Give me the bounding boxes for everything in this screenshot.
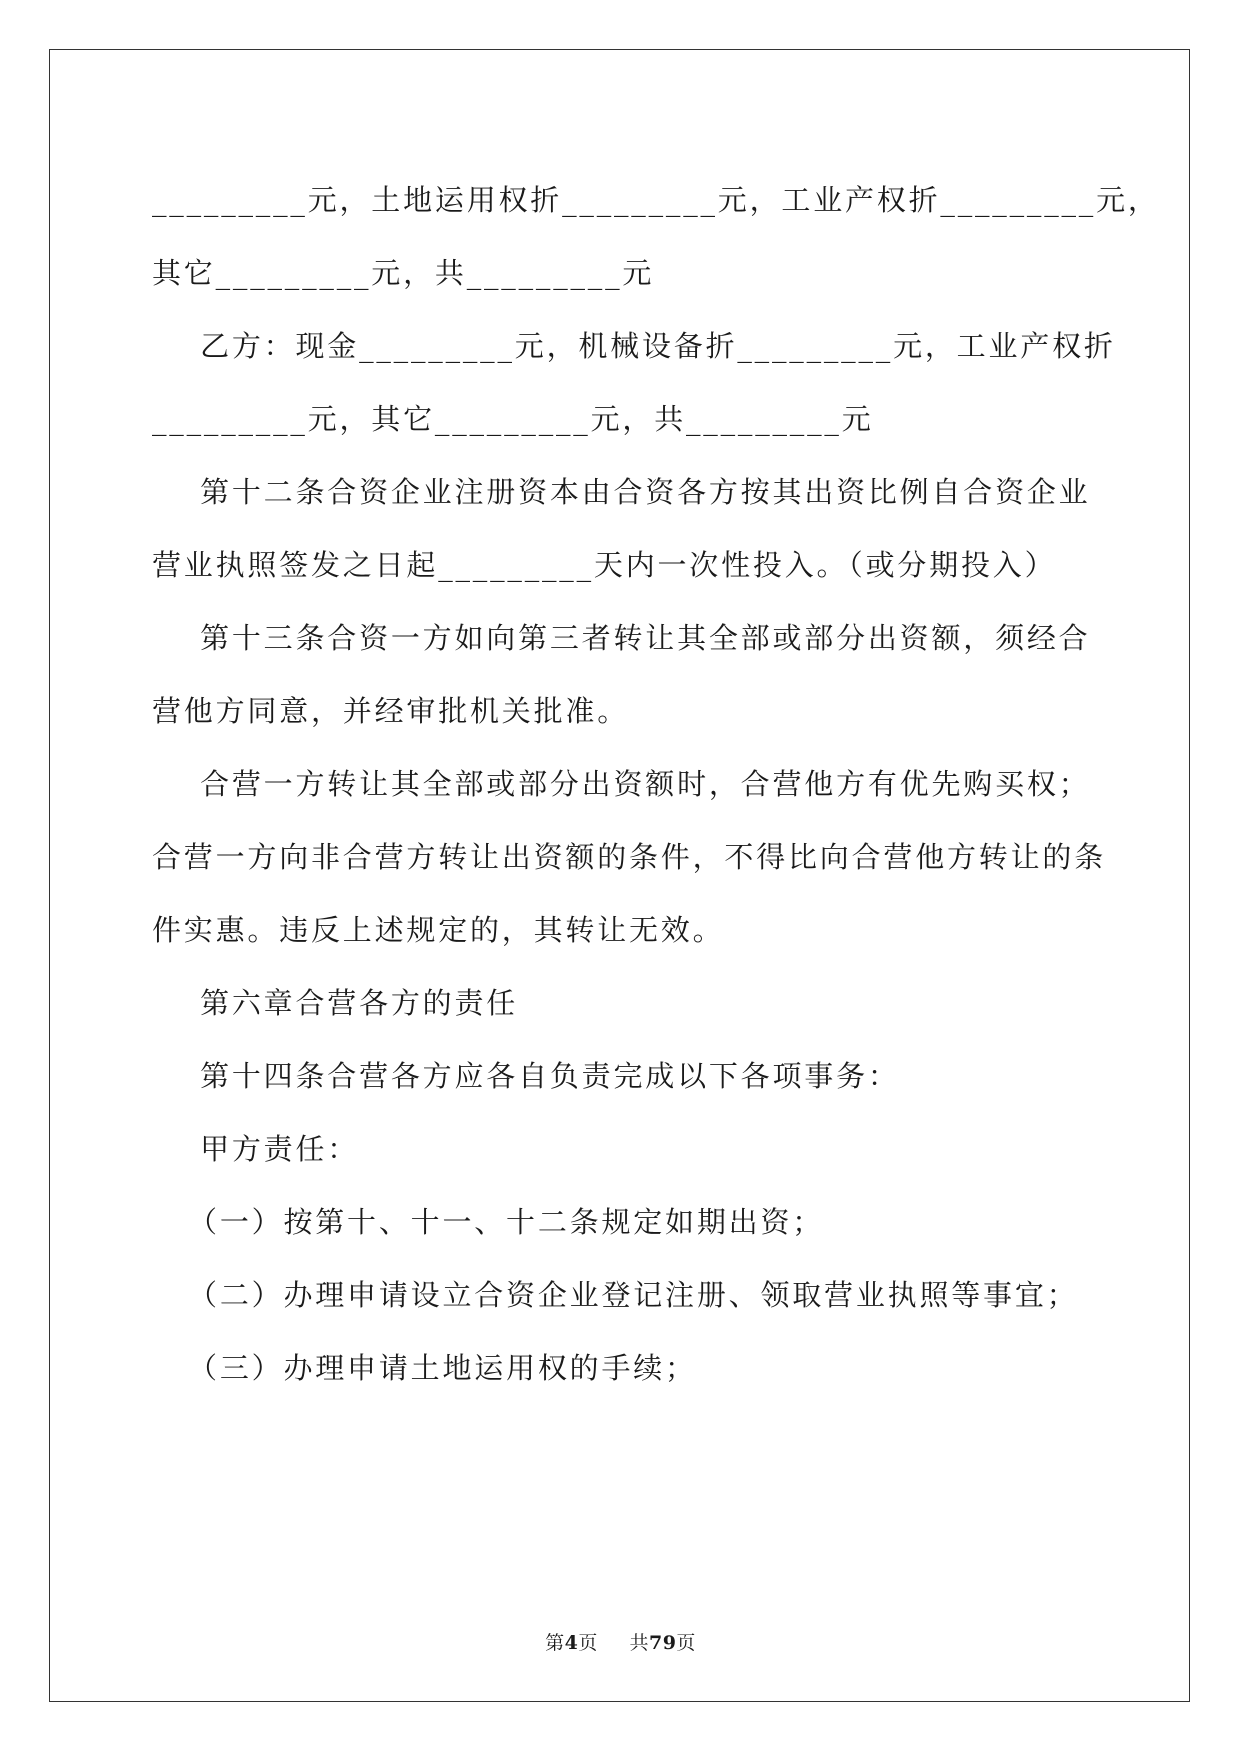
text-line: 合营一方向非合营方转让出资额的条件，不得比向合营他方转让的条: [152, 840, 1107, 874]
page-footer: [0, 1628, 1241, 1655]
text-line: 第十三条合资一方如向第三者转让其全部或部分出资额，须经合: [152, 621, 1091, 655]
text-line: 第十四条合营各方应各自负责完成以下各项事务：: [152, 1059, 900, 1093]
document-body: [152, 164, 1160, 1405]
text-line: 营业执照签发之日起_________天内一次性投入。（或分期投入）: [152, 548, 1057, 582]
page-number: 4: [564, 1632, 579, 1654]
list-item: （一）按第十、十一、十二条规定如期出资；: [152, 1205, 825, 1239]
text-line: _________元，其它_________元，共_________元: [152, 402, 874, 436]
text-line: _________元，土地运用权折_________元，工业产权折_________元，: [152, 183, 1160, 217]
section-heading: 第六章合营各方的责任: [152, 986, 519, 1020]
text-line: 第十二条合资企业注册资本由合资各方按其出资比例自合资企业: [152, 475, 1091, 509]
text-line: 乙方：现金_________元，机械设备折_________元，工业产权折: [152, 329, 1116, 363]
list-item: （三）办理申请土地运用权的手续；: [152, 1351, 697, 1385]
text-line: 甲方责任：: [152, 1132, 360, 1166]
total-pages: 79: [648, 1632, 677, 1654]
text-line: 其它_________元，共_________元: [152, 256, 655, 290]
footer-total-prefix: 共: [629, 1632, 649, 1654]
text-line: 营他方同意，并经审批机关批准。: [152, 694, 630, 728]
footer-page-suffix: 页: [578, 1632, 598, 1654]
list-item: （二）办理申请设立合资企业登记注册、领取营业执照等事宜；: [152, 1278, 1079, 1312]
footer-total-suffix: 页: [676, 1632, 696, 1654]
text-line: 件实惠。违反上述规定的，其转让无效。: [152, 913, 725, 947]
text-line: 合营一方转让其全部或部分出资额时，合营他方有优先购买权；: [152, 767, 1091, 801]
footer-prefix: 第: [545, 1632, 565, 1654]
